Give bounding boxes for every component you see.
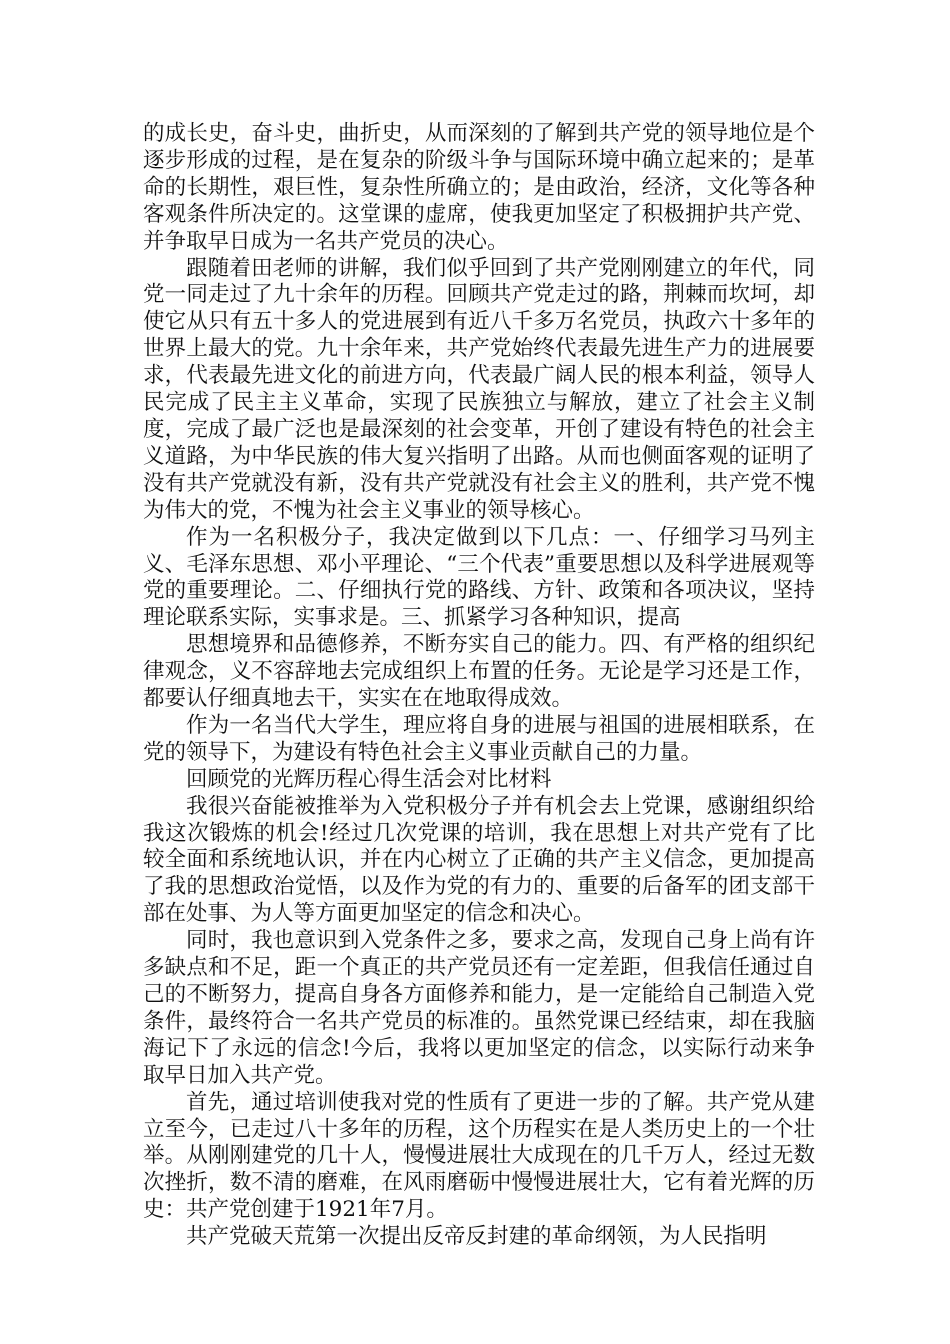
paragraph-10: 共产党破天荒第一次提出反帝反封建的革命纲领，为人民指明: [186, 1224, 767, 1250]
paragraph-9: 首先，通过培训使我对党的性质有了更进一步的了解。共产党从建立至今，已走过八十多年的历程，这个历程实在是人类历史上的一个壮举。从刚刚建党的几十人，慢慢进展壮大成现在的几千万人，经过无数次挫折，数不清的磨难，在风雨磨砺中慢慢进展壮大，它有着光辉的历史：共产党创建于1921年7月。: [143, 1089, 815, 1223]
document-body: [143, 121, 815, 1251]
paragraph-2: 跟随着田老师的讲解，我们似乎回到了共产党刚刚建立的年代，同党一同走过了九十余年的历程。回顾共产党走过的路，荆棘而坎坷，却使它从只有五十多人的党进展到有近八千多万名党员，执政六十多年的世界上最大的党。九十余年来，共产党始终代表最先进生产力的进展要求，代表最先进文化的前进方向，代表最广阔人民的根本利益，领导人民完成了民主主义革命，实现了民族独立与解放，建立了社会主义制度，完成了最广泛也是最深刻的社会变革，开创了建设有特色的社会主义道路，为中华民族的伟大复兴指明了出路。从而也侧面客观的证明了没有共产党就没有新，没有共产党就没有社会主义的胜利，共产党不愧为伟大的党，不愧为社会主义事业的领导核心。: [143, 255, 815, 523]
paragraph-4: 思想境界和品德修养，不断夯实自己的能力。四、有严格的组织纪律观念，义不容辞地去完成组织上布置的任务。无论是学习还是工作，都要认仔细真地去干，实实在在地取得成效。: [143, 632, 815, 712]
paragraph-3: 作为一名积极分子，我决定做到以下几点：一、仔细学习马列主义、毛泽东思想、邓小平理论、“三个代表”重要思想以及科学进展观等党的重要理论。二、仔细执行党的路线、方针、政策和各项决议，坚持理论联系实际，实事求是。三、抓紧学习各种知识，提高: [143, 524, 815, 631]
paragraph-1: 的成长史，奋斗史，曲折史，从而深刻的了解到共产党的领导地位是个逐步形成的过程，是在复杂的阶级斗争与国际环境中确立起来的；是革命的长期性，艰巨性，复杂性所确立的；是由政治，经济，文化等各种客观条件所决定的。这堂课的虚席，使我更加坚定了积极拥护共产党、并争取早日成为一名共产党员的决心。: [143, 121, 815, 254]
paragraph-8: 同时，我也意识到入党条件之多，要求之高，发现自己身上尚有许多缺点和不足，距一个真正的共产党员还有一定差距，但我信任通过自己的不断努力，提高自身各方面修养和能力，是一定能给自己制造入党条件，最终符合一名共产党员的标准的。虽然党课已经结束，却在我脑海记下了永远的信念!今后，我将以更加坚定的信念，以实际行动来争取早日加入共产党。: [143, 928, 815, 1088]
paragraph-5: 作为一名当代大学生，理应将自身的进展与祖国的进展相联系，在党的领导下，为建设有特色社会主义事业贡献自己的力量。: [143, 712, 815, 765]
paragraph-7: 我很兴奋能被推举为入党积极分子并有机会去上党课，感谢组织给我这次锻炼的机会!经过几次党课的培训，我在思想上对共产党有了比较全面和系统地认识，并在内心树立了正确的共产主义信念，更加提高了我的思想政治觉悟，以及作为党的有力的、重要的后备军的团支部干部在处事、为人等方面更加坚定的信念和决心。: [143, 793, 815, 927]
section-heading: 回顾党的光辉历程心得生活会对比材料: [186, 766, 552, 792]
